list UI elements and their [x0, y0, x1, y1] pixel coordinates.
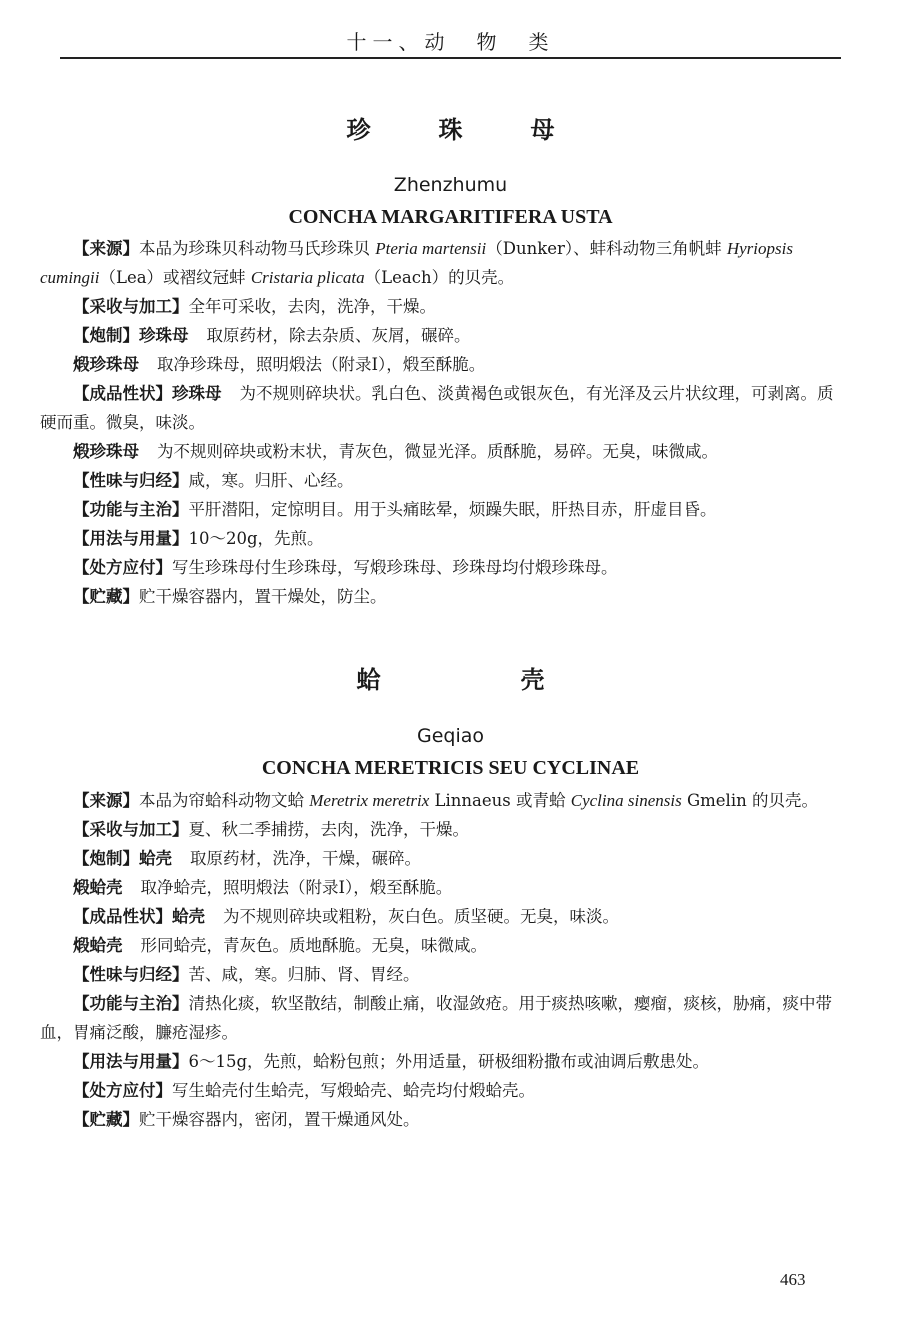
paragraph-text: （Lea）或褶纹冠蚌 [99, 268, 251, 287]
dosage-paragraph [40, 1047, 843, 1076]
processing-paragraph [40, 321, 843, 350]
header-rule [60, 57, 841, 59]
species-name: Hyriopsis cumingii [40, 239, 793, 287]
entry-body [40, 234, 843, 611]
section-label: 【性味与归经】 [73, 471, 189, 490]
paragraph-text: 为不规则碎块或粉末状，青灰色，微显光泽。质酥脆，易碎。无臭，味微咸。 [157, 442, 718, 461]
section-label: 【炮制】 [73, 326, 139, 345]
running-header: 十一、动 物 类 [346, 30, 555, 54]
section-label: 【功能与主治】 [73, 500, 189, 519]
calcined-paragraph [40, 350, 843, 379]
paragraph-text: （Leach）的贝壳。 [364, 268, 515, 287]
function-paragraph [40, 495, 843, 524]
paragraph-text: 平肝潜阳，定惊明目。用于头痛眩晕，烦躁失眠，肝热目赤，肝虚目昏。 [188, 500, 717, 519]
species-name: Cristaria plicata [250, 268, 365, 287]
entry-title: 珍 珠 母 [346, 116, 577, 144]
species-name: Cyclina sinensis [570, 791, 682, 810]
sub-item-name: 煅珍珠母 [73, 442, 139, 461]
paragraph-text: Linnaeus 或青蛤 [429, 791, 571, 810]
section-label: 【采收与加工】 [73, 820, 189, 839]
processing-paragraph [40, 844, 843, 873]
paragraph-text: Gmelin 的贝壳。 [681, 791, 818, 810]
character-paragraph [40, 902, 843, 931]
entry-pinyin: Zhenzhumu [393, 174, 508, 196]
section-label: 【采收与加工】 [73, 297, 189, 316]
paragraph-text: 形同蛤壳，青灰色。质地酥脆。无臭，味微咸。 [140, 936, 487, 955]
storage-paragraph [40, 1105, 843, 1134]
paragraph-text: 贮干燥容器内，密闭，置干燥通风处。 [139, 1110, 420, 1129]
entry-title: 蛤 壳 [356, 666, 603, 694]
paragraph-text: 为不规则碎块状。乳白色、淡黄褐色或银灰色，有光泽及云片状纹理，可剥离。质硬而重。微臭，味淡。 [40, 384, 834, 432]
section-label: 【处方应付】 [73, 558, 172, 577]
character-calcined-paragraph [40, 437, 843, 466]
section-label: 【来源】 [73, 239, 139, 258]
sub-item-name: 珍珠母 [139, 326, 189, 345]
sub-item-name: 蛤壳 [172, 907, 205, 926]
paragraph-text: 10～20g，先煎。 [188, 529, 324, 548]
species-name: Meretrix meretrix [309, 791, 430, 810]
storage-paragraph [40, 582, 843, 611]
character-calcined-paragraph [40, 931, 843, 960]
prescription-paragraph [40, 553, 843, 582]
section-label: 【性味与归经】 [73, 965, 189, 984]
entry-latin-name: CONCHA MERETRICIS SEU CYCLINAE [261, 757, 640, 779]
harvest-paragraph [40, 292, 843, 321]
paragraph-text: 苦、咸，寒。归肺、肾、胃经。 [188, 965, 420, 984]
dosage-paragraph [40, 524, 843, 553]
paragraph-text: 取原药材，洗净，干燥，碾碎。 [190, 849, 421, 868]
species-name: Pteria martensii [375, 239, 487, 258]
paragraph-text: 为不规则碎块或粗粉，灰白色。质坚硬。无臭，味淡。 [223, 907, 619, 926]
paragraph-text: 咸，寒。归肝、心经。 [188, 471, 354, 490]
nature-paragraph [40, 960, 843, 989]
section-label: 【功能与主治】 [73, 994, 189, 1013]
harvest-paragraph [40, 815, 843, 844]
section-label: 【来源】 [73, 791, 139, 810]
section-label: 【贮藏】 [73, 587, 139, 606]
paragraph-text: 本品为珍珠贝科动物马氏珍珠贝 [139, 239, 376, 258]
sub-item-name: 珍珠母 [172, 384, 222, 403]
paragraph-text: 取原药材，除去杂质、灰屑，碾碎。 [206, 326, 471, 345]
source-paragraph [40, 234, 843, 292]
section-label: 【用法与用量】 [73, 529, 189, 548]
function-paragraph [40, 989, 843, 1047]
entry-pinyin: Geqiao [416, 725, 485, 747]
sub-item-name: 蛤壳 [139, 849, 172, 868]
paragraph-text: 全年可采收，去肉，洗净，干燥。 [188, 297, 436, 316]
entry-body [40, 786, 843, 1134]
section-label: 【贮藏】 [73, 1110, 139, 1129]
paragraph-text: （Dunker）、蚌科动物三角帆蚌 [486, 239, 727, 258]
section-label: 【用法与用量】 [73, 1052, 189, 1071]
page-number: 463 [780, 1270, 806, 1289]
paragraph-text: 本品为帘蛤科动物文蛤 [139, 791, 310, 810]
section-label: 【成品性状】 [73, 384, 172, 403]
section-label: 【处方应付】 [73, 1081, 172, 1100]
source-paragraph [40, 786, 843, 815]
paragraph-text: 夏、秋二季捕捞，去肉，洗净，干燥。 [188, 820, 469, 839]
paragraph-text: 取净蛤壳，照明煅法（附录Ⅰ），煅至酥脆。 [140, 878, 453, 897]
paragraph-text: 贮干燥容器内，置干燥处，防尘。 [139, 587, 387, 606]
nature-paragraph [40, 466, 843, 495]
paragraph-text: 6～15g，先煎，蛤粉包煎；外用适量，研极细粉撒布或油调后敷患处。 [188, 1052, 710, 1071]
sub-item-name: 煅蛤壳 [73, 878, 123, 897]
section-label: 【炮制】 [73, 849, 139, 868]
section-label: 【成品性状】 [73, 907, 172, 926]
character-paragraph [40, 379, 843, 437]
paragraph-text: 写生珍珠母付生珍珠母，写煅珍珠母、珍珠母均付煅珍珠母。 [172, 558, 618, 577]
sub-item-name: 煅蛤壳 [73, 936, 123, 955]
entry-latin-name: CONCHA MARGARITIFERA USTA [288, 206, 613, 228]
sub-item-name: 煅珍珠母 [73, 355, 139, 374]
calcined-paragraph [40, 873, 843, 902]
paragraph-text: 取净珍珠母，照明煅法（附录Ⅰ），煅至酥脆。 [157, 355, 486, 374]
prescription-paragraph [40, 1076, 843, 1105]
paragraph-text: 写生蛤壳付生蛤壳，写煅蛤壳、蛤壳均付煅蛤壳。 [172, 1081, 535, 1100]
paragraph-text: 清热化痰，软坚散结，制酸止痛，收湿敛疮。用于痰热咳嗽，瘿瘤，痰核，胁痛，痰中带血，胃痛泛酸，臁疮湿疹。 [40, 994, 832, 1042]
